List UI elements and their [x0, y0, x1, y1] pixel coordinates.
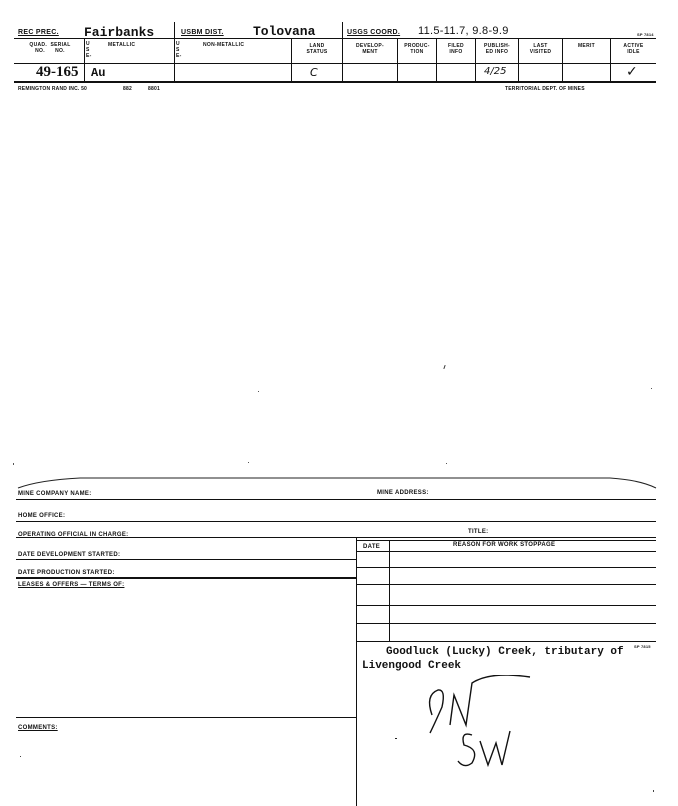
- record-card-top: [0, 0, 678, 100]
- row-active-idle-mark: ✓: [626, 64, 638, 80]
- line-right-4: [356, 623, 656, 624]
- card-edge: [0, 470, 678, 494]
- speck: [395, 738, 397, 739]
- operating-official-label: OPERATING OFFICIAL IN CHARGE:: [18, 532, 129, 538]
- speck: [20, 756, 21, 757]
- col-published-info: PUBLISH- ED INFO: [483, 43, 510, 55]
- code-2: 8801: [148, 86, 160, 92]
- dept-label: TERRITORIAL DEPT. OF MINES: [505, 86, 585, 92]
- leases-label: LEASES & OFFERS — TERMS OF:: [18, 582, 125, 588]
- printer-label: REMINGTON RAND INC. 50: [18, 86, 88, 92]
- divider-2: [174, 22, 175, 81]
- col-development: DEVELOP- MENT: [356, 43, 384, 55]
- row-bottom-line: [14, 81, 656, 83]
- rec-prec-label: REC PREC.: [18, 29, 59, 36]
- divider-1: [84, 38, 85, 81]
- col-non-metallic: NON-METALLIC: [203, 42, 245, 48]
- usgs-coord-label: USGS COORD.: [347, 29, 401, 36]
- code-1: 882: [123, 86, 132, 92]
- speck: [651, 388, 652, 389]
- line-date-production: [16, 577, 356, 579]
- col-land-status: LAND STATUS: [306, 43, 328, 55]
- line-comments: [16, 717, 356, 718]
- line-company: [16, 499, 656, 500]
- col-use-metallic-prefix: U S E-: [86, 41, 92, 59]
- note-line-2: Livengood Creek: [362, 660, 462, 672]
- line-date-header: [356, 551, 656, 552]
- col-metallic: METALLIC: [108, 42, 136, 48]
- usbm-dist-label: USBM DIST.: [181, 29, 224, 36]
- row-quad-serial: 49-165: [36, 64, 79, 80]
- line-official: [16, 537, 656, 538]
- row-metallic: Au: [91, 66, 106, 80]
- record-card-bottom: [0, 470, 678, 806]
- speck: [258, 391, 259, 392]
- vline-date: [389, 540, 390, 641]
- speck: [446, 463, 447, 464]
- speck: [653, 790, 654, 792]
- line-home-office: [16, 521, 656, 522]
- mine-company-name-label: MINE COMPANY NAME:: [18, 491, 92, 497]
- reason-col-label: REASON FOR WORK STOPPAGE: [453, 542, 556, 548]
- line-right-2: [356, 584, 656, 585]
- line-official-2: [356, 540, 656, 541]
- date-col-label: DATE: [363, 544, 381, 550]
- line-right-3: [356, 605, 656, 606]
- date-production-label: DATE PRODUCTION STARTED:: [18, 570, 115, 576]
- header-bottom-line: [14, 38, 656, 39]
- form-number: SP 7814: [637, 32, 654, 37]
- col-production: PRODUC- TION: [404, 43, 430, 55]
- note-line-1: Goodluck (Lucky) Creek, tributary of: [386, 646, 624, 658]
- line-right-5: [356, 641, 656, 642]
- col-filed-info: FILED INFO: [448, 43, 464, 55]
- col-merit: MERIT: [577, 43, 596, 49]
- comments-label: COMMENTS:: [18, 725, 58, 731]
- columns-bottom-line: [14, 63, 656, 64]
- mine-address-label: MINE ADDRESS:: [377, 490, 429, 496]
- rec-prec-value: Fairbanks: [84, 25, 155, 40]
- speck: [248, 462, 249, 463]
- date-development-label: DATE DEVELOPMENT STARTED:: [18, 552, 121, 558]
- col-last-visited: LAST VISITED: [529, 43, 552, 55]
- speck: [13, 463, 14, 465]
- line-date-development: [16, 559, 356, 560]
- form-number-2: SP 7815: [634, 644, 651, 649]
- line-right-1: [356, 567, 656, 568]
- row-published-info: 4/25: [484, 66, 507, 77]
- speck: [443, 365, 445, 369]
- usbm-dist-value: Tolovana: [253, 24, 316, 39]
- usgs-coord-value: 11.5-11.7, 9.8-9.9: [418, 25, 509, 37]
- row-land-status: C: [310, 66, 318, 79]
- title-label: TITLE:: [468, 529, 489, 535]
- col-quad-serial: QUAD. SERIAL NO. NO.: [29, 42, 71, 54]
- vline-center: [356, 537, 357, 806]
- col-use-nonmetallic-prefix: U S E-: [176, 41, 182, 59]
- col-active-idle: ACTIVE IDLE: [623, 43, 644, 55]
- handwritten-mark: [420, 675, 570, 775]
- home-office-label: HOME OFFICE:: [18, 513, 66, 519]
